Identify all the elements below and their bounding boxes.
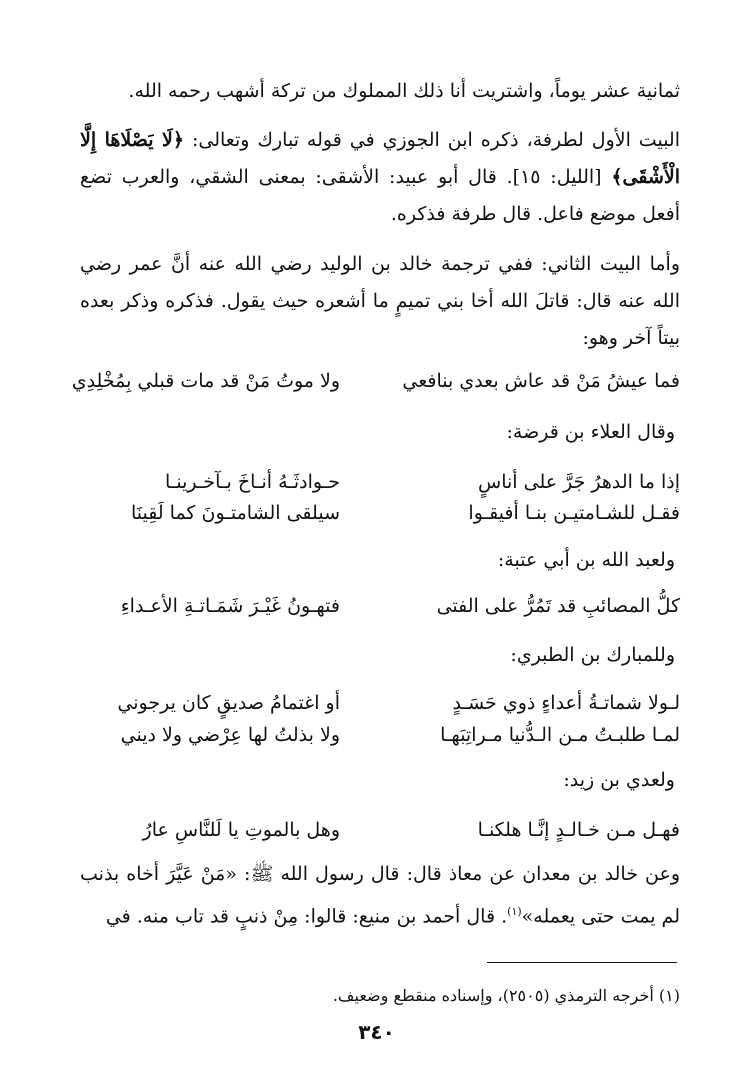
poet-heading-1: وقال العلاء بن قرضة: bbox=[506, 421, 675, 443]
paragraph-1 bbox=[80, 73, 680, 110]
verse-line-3 bbox=[80, 496, 680, 530]
footnote-marker: (١) bbox=[507, 905, 522, 918]
paragraph-4-text-start: وعن خالد بن معدان عن معاذ قال: قال رسول الله ﷺ: «مَنْ عَيَّرَ أخاه بذنب لم يمت حتى يعمله» bbox=[80, 863, 680, 928]
verse-2-second-hemistich: حـوادثَـهُ أنـاخَ بـآخـرينـا bbox=[165, 471, 340, 493]
paragraph-2-text-end: [الليل: ١٥]. قال أبو عبيد: الأشقى: بمعنى الشقي، والعرب تضع أفعل موضع فاعل. قال طرفة فذكره. bbox=[80, 166, 680, 225]
verse-4-first-hemistich: كلُّ المصائبِ قد تَمُرُّ على الفتى bbox=[436, 595, 680, 617]
verse-line-4 bbox=[80, 589, 680, 623]
verse-3-second-hemistich: سيلقى الشامتـونَ كما لَقِينَا bbox=[130, 502, 340, 524]
verse-5-second-hemistich: أو اغتمامُ صديقٍ كان يرجوني bbox=[117, 692, 340, 714]
verse-1-second-hemistich: ولا موتُ مَنْ قد مات قبلي بِمُخْلِدِي bbox=[71, 370, 340, 392]
paragraph-3-text: وأما البيت الثاني: ففي ترجمة خالد بن الوليد رضي الله عنه أنَّ عمر رضي الله عنه قال: قاتلَ الله أخا بني تميمٍ ما أشعره حيث يقول. فذكره وذكر بعده بيتاً آخر وهو: bbox=[80, 253, 680, 349]
verse-6-first-hemistich: لمـا طلبـتُ مـن الـدُّنيا مـراتِبَهـا bbox=[440, 724, 680, 746]
quran-verse: ﴿لَا يَصْلَاهَا إِلَّا الْأَشْقَى﴾ bbox=[80, 129, 680, 188]
verse-line-6 bbox=[80, 718, 680, 752]
paragraph-2-text-start: البيت الأول لطرفة، ذكره ابن الجوزي في قوله تبارك وتعالى: bbox=[184, 129, 680, 151]
verse-2-first-hemistich: إذا ما الدهرُ جَرَّ على أناسٍ bbox=[478, 471, 680, 493]
paragraph-4-text-end: . قال أحمد بن منيع: قالوا: مِنْ ذنبٍ قد تاب منه. في bbox=[105, 905, 508, 928]
page-number: ٣٤٠ bbox=[358, 1020, 395, 1044]
verse-line-1 bbox=[71, 364, 680, 398]
verse-3-first-hemistich: فقـل للشـامتيـن بنـا أفيقـوا bbox=[468, 502, 680, 524]
verse-line-2 bbox=[80, 465, 680, 499]
poet-heading-3: وللمبارك بن الطبري: bbox=[510, 644, 675, 666]
verse-6-second-hemistich: ولا بذلتُ لها عِرْضي ولا ديني bbox=[120, 724, 340, 746]
poet-heading-2: ولعبد الله بن أبي عتبة: bbox=[497, 549, 675, 571]
verse-4-second-hemistich: فتهـونُ غَيْـرَ شَمَـاتـةِ الأعـداءِ bbox=[120, 595, 340, 617]
verse-line-7 bbox=[80, 813, 680, 847]
verse-7-first-hemistich: فهـل مـن خـالـدٍ إنَّـا هلكنـا bbox=[477, 819, 680, 841]
paragraph-3 bbox=[80, 246, 680, 357]
paragraph-4 bbox=[80, 856, 680, 935]
verse-5-first-hemistich: لـولا شماتـةُ أعداءٍ ذوي حَسَـدٍ bbox=[452, 692, 680, 714]
verse-1-first-hemistich: فما عيشُ مَنْ قد عاش بعدي بنافعي bbox=[402, 370, 680, 392]
paragraph-1-text: ثمانية عشر يوماً، واشتريت أنا ذلك المملوك من تركة أشهب رحمه الله. bbox=[128, 80, 680, 102]
verse-7-second-hemistich: وهل بالموتِ يا لَلنَّاسِ عارُ bbox=[142, 819, 340, 841]
footnote: (١) أخرجه الترمذي (٢٥٠٥)، وإسناده منقطع وضعيف. bbox=[332, 986, 680, 1005]
paragraph-2 bbox=[80, 122, 680, 233]
footnote-separator bbox=[487, 962, 677, 963]
poet-heading-4: ولعدي بن زيد: bbox=[563, 769, 675, 791]
verse-line-5 bbox=[80, 686, 680, 720]
